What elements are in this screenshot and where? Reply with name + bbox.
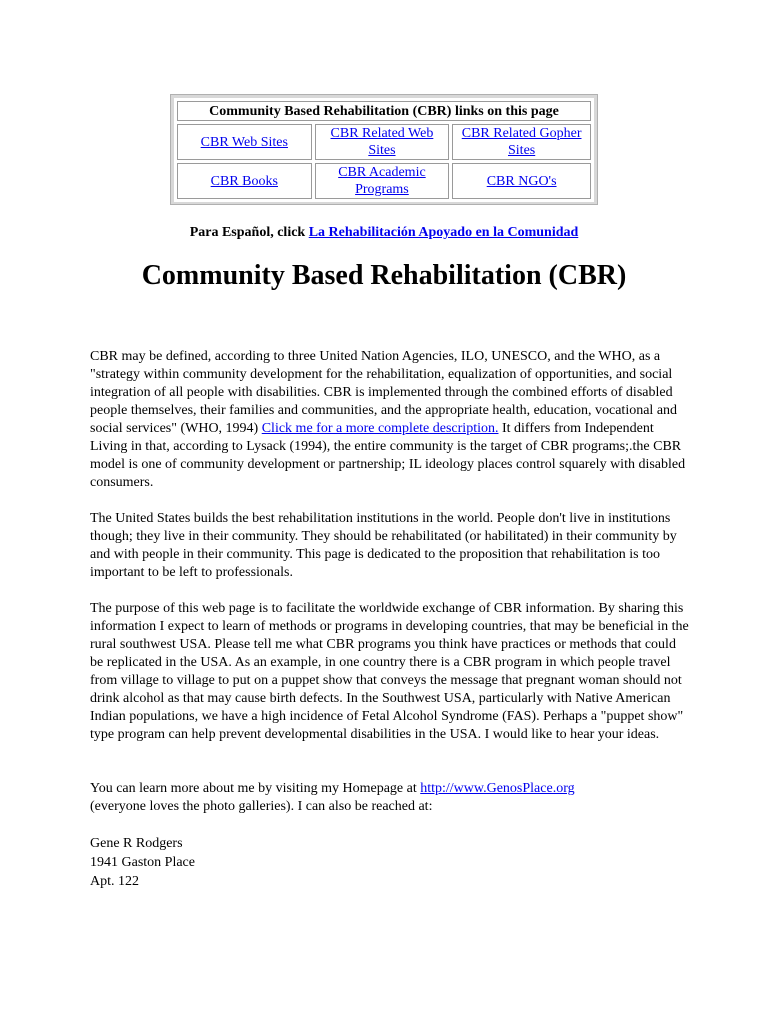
complete-description-link[interactable]: Click me for a more complete description. xyxy=(261,421,499,436)
homepage-link[interactable]: http://www.GenosPlace.org xyxy=(420,781,575,796)
definition-paragraph xyxy=(90,348,690,492)
cbr-web-sites-link[interactable]: CBR Web Sites xyxy=(200,134,288,150)
contact-apartment: Apt. 122 xyxy=(90,874,139,889)
purpose-paragraph: The purpose of this web page is to facilitate the worldwide exchange of CBR information. By sharing this information I expect to learn of methods or programs in developing countries, that may be beneficial in the rural southwest USA. Please tell me what CBR programs you think have practices or methods that could be replicated in the USA. As an example, in one country there is a CBR program in which people travel from village to village to put on a puppet show that conveys the message that pregnant woman should not drink alcohol as that may cause birth defects. In the Southwest USA, particularly with Native American Indian populations, we have a high incidence of Fetal Alcohol Syndrome (FAS). Perhaps a "puppet show" type program can help prevent developmental disabilities in the USA. I would like to hear your ideas. xyxy=(90,601,689,742)
independent-living-text: It differs from Independent Living in that, according to Lysack (1994), the entire community is the target of CBR programs;.the CBR model is one of community development or partnership; IL ideology places control squarely with disabled consumers. xyxy=(90,421,686,490)
cbr-books-link[interactable]: CBR Books xyxy=(210,173,278,189)
links-cell xyxy=(315,124,450,160)
photo-galleries-text: (everyone loves the photo galleries). I can also be reached at: xyxy=(90,799,433,814)
homepage-text: You can learn more about me by visiting my Homepage at xyxy=(90,781,417,796)
contact-street: 1941 Gaston Place xyxy=(90,855,195,870)
cbr-academic-programs-link[interactable]: CBR Academic Programs xyxy=(338,165,426,197)
links-cell xyxy=(177,163,312,199)
links-cell xyxy=(452,163,591,199)
spanish-version-link[interactable]: La Rehabilitación Apoyado en la Comunidad xyxy=(308,225,579,240)
homepage-paragraph xyxy=(90,780,690,816)
contact-name: Gene R Rodgers xyxy=(90,836,183,851)
links-grid xyxy=(174,98,594,202)
contact-address xyxy=(90,834,690,891)
links-cell xyxy=(452,124,591,160)
spanish-prefix: Para Español, click xyxy=(189,225,306,240)
cbr-related-web-sites-link[interactable]: CBR Related Web Sites xyxy=(330,126,434,158)
institutions-paragraph: The United States builds the best rehabilitation institutions in the world. People don't live in institutions though; they live in their community. They should be rehabilitated (or habilitated) in their community by and with people in their community. This page is dedicated to the proposition that rehabilitation is too important to be left to professionals. xyxy=(90,511,677,580)
main-content xyxy=(90,348,690,891)
links-table-header: Community Based Rehabilitation (CBR) links on this page xyxy=(177,101,591,121)
spanish-version-line xyxy=(0,224,768,242)
page-title: Community Based Rehabilitation (CBR) xyxy=(141,260,627,291)
cbr-related-gopher-sites-link[interactable]: CBR Related Gopher Sites xyxy=(461,126,582,158)
cbr-links-table xyxy=(170,94,598,205)
links-cell xyxy=(315,163,450,199)
cbr-ngos-link[interactable]: CBR NGO's xyxy=(486,173,557,189)
definition-text: CBR may be defined, according to three United Nation Agencies, ILO, UNESCO, and the WHO, as a "strategy within community development for the rehabilitation, equalization of opportunities, and social integration of all people with disabilities. CBR is implemented through the combined efforts of disabled people themselves, their families and communities, and the appropriate health, education, vocational and social services" (WHO, 1994) xyxy=(90,349,678,436)
links-cell xyxy=(177,124,312,160)
